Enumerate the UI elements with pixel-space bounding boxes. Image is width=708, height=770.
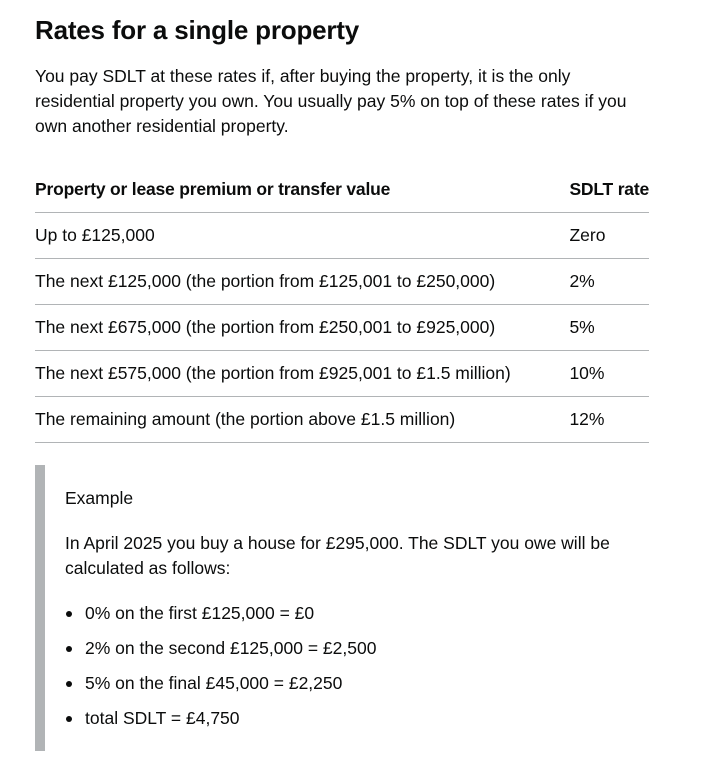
example-text: In April 2025 you buy a house for £295,000. The SDLT you owe will be calculated as follows:	[65, 533, 610, 578]
row-rate: 5%	[559, 305, 649, 351]
table-row	[35, 259, 649, 305]
row-value: The next £125,000 (the portion from £125,001 to £250,000)	[35, 259, 559, 305]
content	[35, 0, 649, 728]
page-title: Rates for a single property	[35, 15, 360, 45]
table-row	[35, 397, 649, 443]
example-list	[65, 601, 649, 741]
table-row	[35, 305, 649, 351]
intro-paragraph: You pay SDLT at these rates if, after buying the property, it is the only residential property you own. You usually pay 5% on top of these rates if you own another residential property.	[35, 66, 627, 136]
rates-table	[35, 167, 649, 443]
example-title: Example	[65, 488, 134, 508]
table-row	[35, 213, 649, 259]
row-rate: 10%	[559, 351, 649, 397]
example-inset	[35, 465, 649, 751]
row-value: The next £675,000 (the portion from £250,001 to £925,000)	[35, 305, 559, 351]
list-item: total SDLT = £4,750	[65, 706, 649, 741]
list-item: 2% on the second £125,000 = £2,500	[65, 636, 649, 671]
column-header-value: Property or lease premium or transfer value	[35, 167, 559, 213]
row-value: The remaining amount (the portion above £1.5 million)	[35, 397, 559, 443]
column-header-rate: SDLT rate	[559, 167, 649, 213]
row-rate: Zero	[559, 213, 649, 259]
table-header-row	[35, 167, 649, 213]
table-row	[35, 351, 649, 397]
row-rate: 12%	[559, 397, 649, 443]
row-value: Up to £125,000	[35, 213, 559, 259]
row-rate: 2%	[559, 259, 649, 305]
list-item: 5% on the final £45,000 = £2,250	[65, 671, 649, 706]
list-item: 0% on the first £125,000 = £0	[65, 601, 649, 636]
row-value: The next £575,000 (the portion from £925,001 to £1.5 million)	[35, 351, 559, 397]
